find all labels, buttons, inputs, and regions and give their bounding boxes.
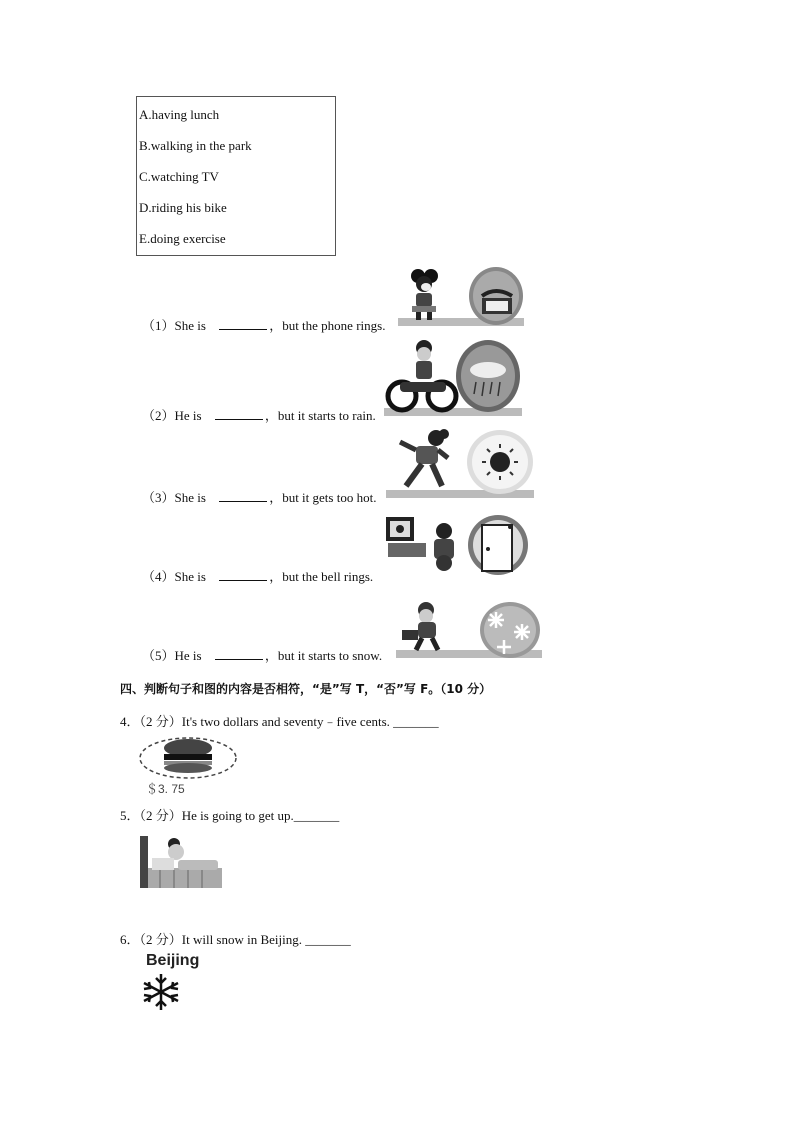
question-number: 6．（2 分） — [120, 932, 182, 947]
item-rest: ，but it gets too hot. — [269, 490, 377, 505]
telephone-icon — [469, 267, 523, 325]
item-rest: ，but the phone rings. — [269, 318, 386, 333]
snowflake-icon — [138, 972, 184, 1012]
option-d: D.riding his bike — [139, 200, 227, 215]
question-number: 5．（2 分） — [120, 808, 182, 823]
answer-blank[interactable] — [215, 407, 263, 420]
item-subject: She is — [174, 490, 206, 505]
picture-5 — [396, 600, 542, 658]
item-rest: ，but the bell rings. — [269, 569, 374, 584]
tv-and-girl-icon — [386, 517, 454, 571]
question-text: It will snow in Beijing. — [181, 932, 306, 947]
door-icon — [468, 515, 528, 575]
item-subject: She is — [174, 569, 206, 584]
item-subject: She is — [174, 318, 206, 333]
item-number: （5） — [142, 648, 175, 663]
question-5 — [120, 805, 339, 824]
girl-exercising-icon — [400, 429, 449, 486]
match-item-1 — [142, 315, 385, 334]
options-box — [136, 96, 336, 256]
option-c: C.watching TV — [139, 169, 219, 184]
answer-blank[interactable] — [219, 568, 267, 581]
option-a: A.having lunch — [139, 107, 220, 122]
question-6 — [120, 929, 351, 948]
boy-walking-icon — [402, 602, 438, 650]
price-label: ＄3. 75 — [146, 782, 185, 796]
picture-4 — [384, 515, 530, 577]
answer-blank[interactable] — [219, 317, 267, 330]
item-subject: He is — [174, 648, 202, 663]
rain-cloud-icon — [456, 340, 520, 412]
option-b: B.walking in the park — [139, 138, 252, 153]
answer-blank[interactable]: _______ — [293, 808, 340, 823]
item-number: （2） — [142, 408, 175, 423]
item-rest: ，but it starts to snow. — [264, 648, 383, 663]
item-rest: ，but it starts to rain. — [264, 408, 376, 423]
option-e: E.doing exercise — [139, 231, 226, 246]
answer-blank[interactable] — [215, 647, 263, 660]
item-subject: He is — [174, 408, 202, 423]
city-label: Beijing — [146, 952, 200, 969]
answer-blank[interactable] — [219, 489, 267, 502]
question-text: He is going to get up. — [181, 808, 294, 823]
picture-q5 — [140, 830, 222, 888]
boy-in-bed-icon — [140, 830, 222, 888]
picture-1 — [398, 264, 524, 326]
hamburger-icon — [138, 734, 242, 780]
match-item-4 — [142, 566, 373, 585]
match-item-2 — [142, 405, 376, 424]
match-item-5 — [142, 645, 382, 664]
boy-on-bike-icon — [388, 340, 456, 410]
picture-q4 — [138, 734, 242, 780]
girl-icon — [411, 269, 438, 320]
question-number: 4．（2 分） — [120, 714, 182, 729]
picture-q6 — [138, 972, 184, 1012]
item-number: （3） — [142, 490, 175, 505]
picture-2 — [384, 338, 522, 416]
answer-blank[interactable]: _______ — [305, 932, 351, 947]
snowflakes-icon — [480, 602, 540, 658]
match-item-3 — [142, 487, 376, 506]
section-heading: 四、判断句子和图的内容是否相符，“是”写 T，“否”写 F。（10 分） — [120, 682, 492, 696]
picture-3 — [386, 428, 534, 498]
sun-icon — [467, 430, 533, 494]
answer-blank[interactable]: _______ — [393, 714, 439, 729]
item-number: （4） — [142, 569, 175, 584]
question-text: It's two dollars and seventy﹣five cents. — [181, 714, 394, 729]
item-number: （1） — [142, 318, 175, 333]
question-4 — [120, 711, 439, 730]
